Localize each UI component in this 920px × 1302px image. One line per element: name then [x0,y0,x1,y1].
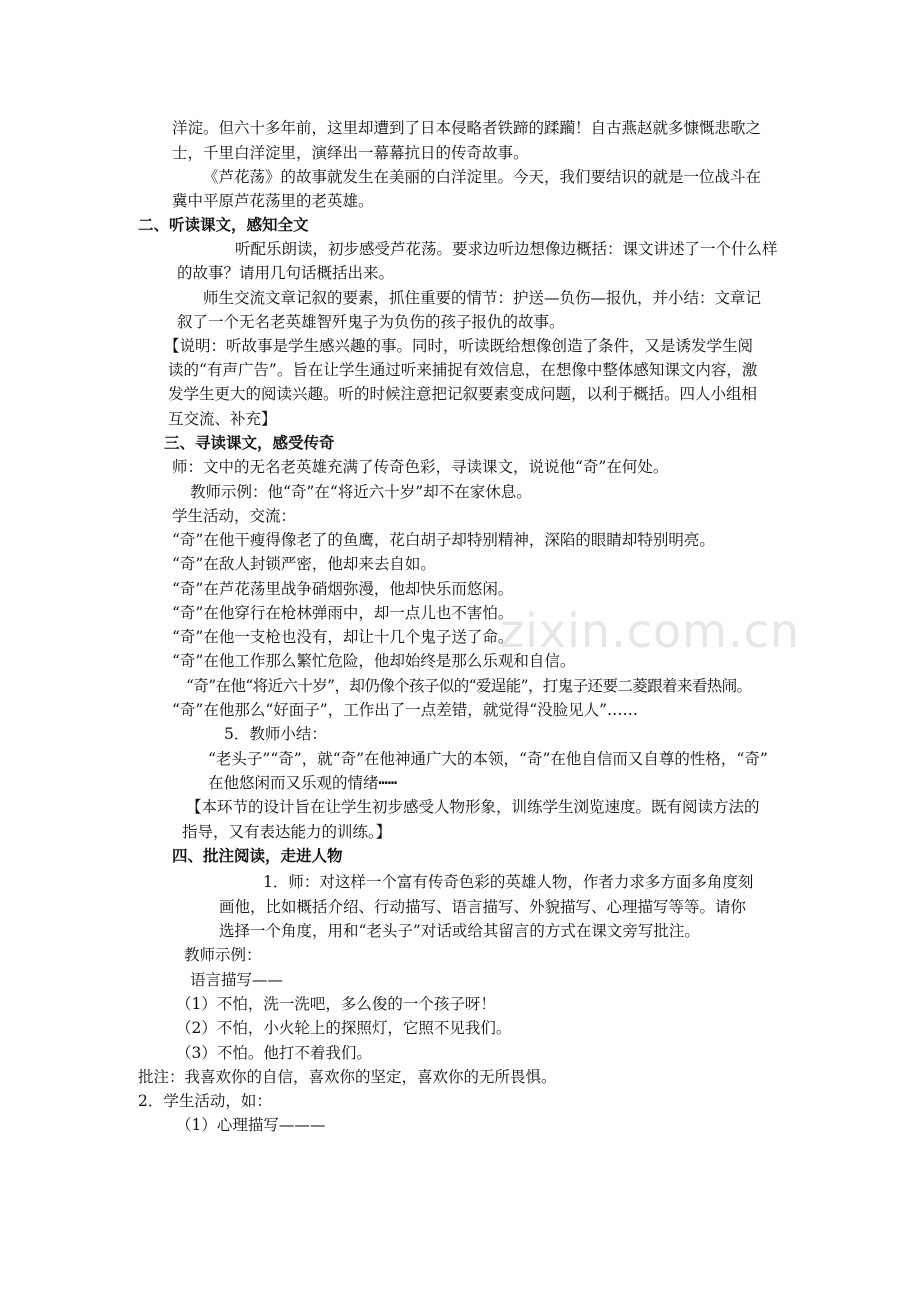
text-line: （3）不怕。他打不着我们。 [176,1044,372,1062]
text-line: 的故事？请用几句话概括出来。 [177,264,395,282]
text-line: 在他悠闲而又乐观的情绪┅┅ [208,774,398,792]
text-line: （1）不怕，洗一洗吧，多么俊的一个孩子呀！ [176,995,496,1013]
text-line: 5．教师小结： [224,725,327,743]
text-line: “奇”在他干瘦得像老了的鱼鹰，花白胡子却特别精神，深陷的眼睛却特别明亮。 [172,531,715,549]
text-line: “奇”在芦花荡里战争硝烟弥漫，他却快乐而悠闲。 [172,580,514,598]
text-line: 选择一个角度，用和“老头子”对话或给其留言的方式在课文旁写批注。 [219,922,700,940]
text-line: “奇”在他“将近六十岁”，却仍像个孩子似的“爱逞能”，打鬼子还要二菱跟着来看热闹。 [186,677,752,695]
text-line: “老头子”“奇”，就“奇”在他神通广大的本领，“奇”在他自信而又自尊的性格，“奇” [208,750,768,768]
text-line: 互交流、补充】 [168,410,277,428]
text-line: 冀中平原芦花荡里的老英雄。 [172,192,374,210]
text-line: 批注：我喜欢你的自信，喜欢你的坚定，喜欢你的无所畏惧。 [138,1068,557,1086]
watermark: zixin.com.cn [500,604,801,658]
text-line: 【说明：听故事是学生感兴趣的事。同时，听读既给想像创造了条件，又是诱发学生阅 [164,337,754,355]
text-line: 《芦花荡》的故事就发生在美丽的白洋淀里。今天，我们要结识的就是一位战斗在 [203,168,762,186]
text-line: 【本环节的设计旨在让学生初步感受人物形象，训练学生浏览速度。既有阅读方法的 [186,798,760,816]
text-line: 读的“有声广告”。旨在让学生通过听来捕捉有效信息，在想像中整体感知课文内容，激 [168,361,758,379]
text-line: 洋淀。但六十多年前，这里却遭到了日本侵略者铁蹄的蹂躏！自古燕赵就多慷慨悲歌之 [172,119,762,137]
text-line: 发学生更大的阅读兴趣。听的时候注意把记叙要素变成问题，以利于概括。四人小组相 [168,385,758,403]
section-heading: 四、批注阅读，走进人物 [172,846,343,865]
text-line: 师生交流文章记叙的要素，抓住重要的情节：护送—负伤—报仇，并小结：文章记 [203,289,762,307]
text-line: （2）不怕，小火轮上的探照灯，它照不见我们。 [176,1019,512,1037]
text-line: “奇”在他穿行在枪林弹雨中，却一点儿也不害怕。 [172,604,514,622]
text-line: 画他，比如概括介绍、行动描写、语言描写、外貌描写、心理描写等等。请你 [219,898,747,916]
text-line: 师：文中的无名老英雄充满了传奇色彩，寻读课文，说说他“奇”在何处。 [172,458,669,476]
text-line: 语言描写—— [190,971,284,989]
text-line: 2．学生活动，如： [138,1092,272,1110]
text-line: “奇”在他那么“好面子”，工作出了一点差错，就觉得“没脸见人”…… [172,701,639,719]
text-line: （1）心理描写——— [176,1116,326,1134]
section-heading: 三、寻读课文，感受传奇 [164,433,335,452]
text-line: 士，千里白洋淀里，演绎出一幕幕抗日的传奇故事。 [172,144,529,162]
text-line: 教师示例： [184,946,262,964]
text-line: 学生活动，交流： [172,507,297,525]
text-line: “奇”在他一支枪也没有，却让十几个鬼子送了命。 [172,628,514,646]
text-line: “奇”在他工作那么繁忙危险，他却始终是那么乐观和自信。 [172,652,576,670]
text-line: 1．师：对这样一个富有传奇色彩的英雄人物，作者力求多方面多角度刻 [263,873,754,891]
text-line: 教师示例：他“奇”在“将近六十岁”却不在家休息。 [190,483,532,501]
text-line: 叙了一个无名老英雄智歼鬼子为负伤的孩子报仇的故事。 [177,313,565,331]
text-line: 听配乐朗读，初步感受芦花荡。要求边听边想像边概括：课文讲述了一个什么样 [235,240,778,258]
text-line: “奇”在敌人封锁严密，他却来去自如。 [172,555,436,573]
section-heading: 二、听读课文，感知全文 [138,215,309,234]
text-line: 指导，又有表达能力的训练。】 [182,823,392,841]
